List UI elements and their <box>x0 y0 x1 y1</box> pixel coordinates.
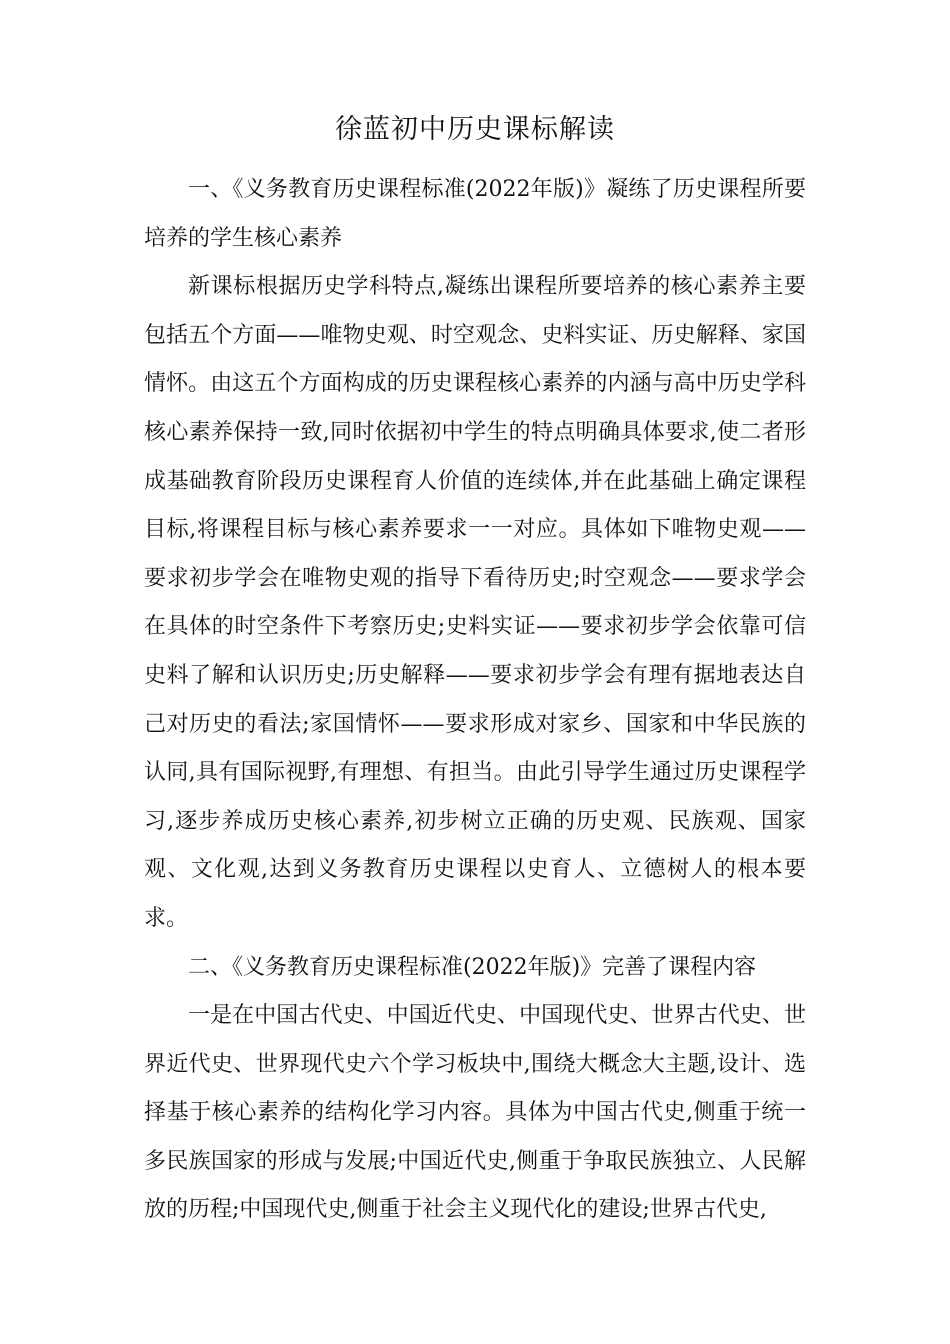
body-paragraph-2: 一是在中国古代史、中国近代史、中国现代史、世界古代史、世界近代史、世界现代史六个学习板块中,围绕大概念大主题,设计、选择基于核心素养的结构化学习内容。具体为中国古代史,侧重于统一多民族国家的形成与发展;中国近代史,侧重于争取民族独立、人民解放的历程;中国现代史,侧重于社会主义现代化的建设;世界古代史, <box>144 1003 806 1223</box>
document-title: 徐蓝初中历史课标解读 <box>335 114 615 145</box>
section-heading-2: 二、《义务教育历史课程标准(2022年版)》完善了课程内容 <box>188 954 757 980</box>
section-heading-1: 一、《义务教育历史课程标准(2022年版)》凝练了历史课程所要培养的学生核心素养 <box>144 177 806 251</box>
body-paragraph-1: 新课标根据历史学科特点,凝练出课程所要培养的核心素养主要包括五个方面——唯物史观、时空观念、史料实证、历史解释、家国情怀。由这五个方面构成的历史课程核心素养的内涵与高中历史学科核心素养保持一致,同时依据初中学生的特点明确具体要求,使二者形成基础教育阶段历史课程育人价值的连续体,并在此基础上确定课程目标,将课程目标与核心素养要求一一对应。具体如下唯物史观——要求初步学会在唯物史观的指导下看待历史;时空观念——要求学会在具体的时空条件下考察历史;史料实证——要求初步学会依靠可信史料了解和认识历史;历史解释——要求初步学会有理有据地表达自己对历史的看法;家国情怀——要求形成对家乡、国家和中华民族的认同,具有国际视野,有理想、有担当。由此引导学生通过历史课程学习,逐步养成历史核心素养,初步树立正确的历史观、民族观、国家观、文化观,达到义务教育历史课程以史育人、立德树人的根本要求。 <box>144 274 806 931</box>
document-page <box>144 108 806 1235</box>
